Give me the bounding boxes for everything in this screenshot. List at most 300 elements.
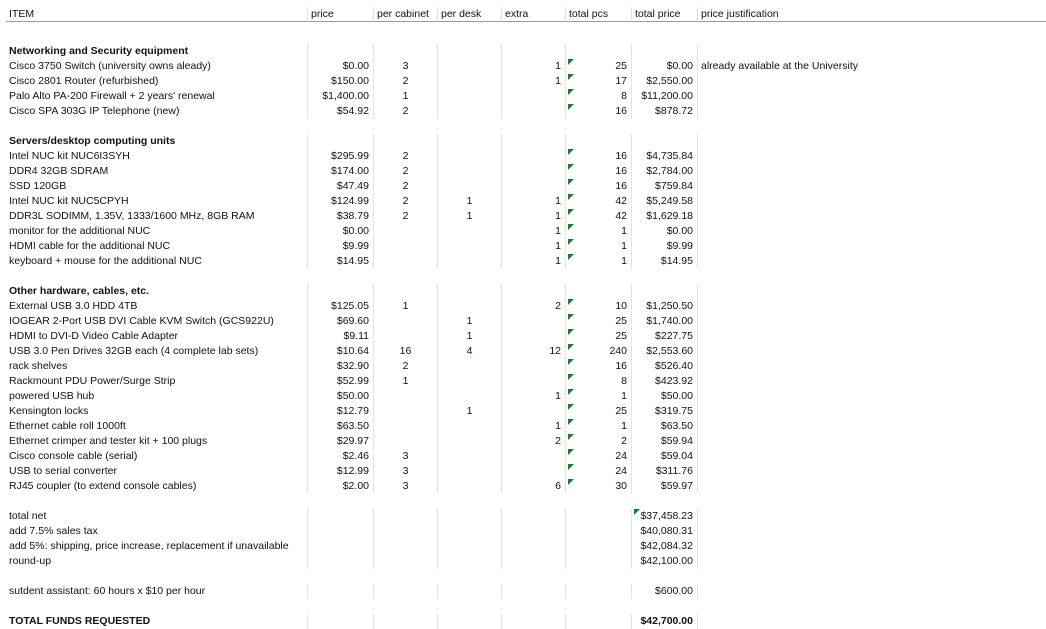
formula-indicator-icon xyxy=(568,299,574,305)
extra-cell[interactable] xyxy=(502,164,566,179)
per-cabinet-cell[interactable] xyxy=(374,509,438,524)
per-cabinet-cell[interactable] xyxy=(374,299,438,314)
item-cell[interactable] xyxy=(6,344,308,359)
price-cell[interactable] xyxy=(308,239,374,254)
extra-cell[interactable] xyxy=(502,254,566,269)
total-price-cell[interactable] xyxy=(632,134,698,149)
extra-cell[interactable] xyxy=(502,179,566,194)
extra-cell[interactable] xyxy=(502,389,566,404)
total-price-cell[interactable] xyxy=(632,104,698,119)
total-pcs-cell[interactable] xyxy=(566,134,632,149)
total-pcs-cell[interactable] xyxy=(566,254,632,269)
extra-cell[interactable] xyxy=(502,434,566,449)
total-pcs-text: 8 xyxy=(621,90,627,102)
price-cell[interactable] xyxy=(308,284,374,299)
extra-cell[interactable] xyxy=(502,404,566,419)
per-desk-cell[interactable] xyxy=(438,299,502,314)
total-price-cell[interactable] xyxy=(632,509,698,524)
price-cell[interactable] xyxy=(308,104,374,119)
justification-cell[interactable] xyxy=(698,539,1046,554)
per-desk-cell[interactable] xyxy=(438,479,502,494)
per-cabinet-cell[interactable] xyxy=(374,254,438,269)
item-cell[interactable] xyxy=(6,479,308,494)
price-cell[interactable] xyxy=(308,539,374,554)
justification-cell[interactable] xyxy=(698,404,1046,419)
justification-cell[interactable] xyxy=(698,419,1046,434)
per-cabinet-cell[interactable] xyxy=(374,74,438,89)
item-cell[interactable] xyxy=(6,284,308,299)
per-desk-cell[interactable] xyxy=(438,344,502,359)
total-pcs-cell[interactable] xyxy=(566,374,632,389)
per-cabinet-cell[interactable] xyxy=(374,344,438,359)
total-price-cell[interactable] xyxy=(632,539,698,554)
per-cabinet-cell[interactable] xyxy=(374,464,438,479)
total-price-cell[interactable] xyxy=(632,194,698,209)
item-cell[interactable] xyxy=(6,464,308,479)
total-price-cell[interactable] xyxy=(632,89,698,104)
extra-cell[interactable] xyxy=(502,194,566,209)
item-cell[interactable] xyxy=(6,239,308,254)
per-desk-cell[interactable] xyxy=(438,464,502,479)
per-desk-cell[interactable] xyxy=(438,524,502,539)
price-cell[interactable] xyxy=(308,89,374,104)
total-price-cell[interactable] xyxy=(632,584,698,599)
extra-cell[interactable] xyxy=(502,449,566,464)
total-price-cell[interactable] xyxy=(632,389,698,404)
extra-cell[interactable] xyxy=(502,329,566,344)
per-desk-cell[interactable] xyxy=(438,614,502,629)
total-price-cell[interactable] xyxy=(632,404,698,419)
column-header-total-price-cell[interactable] xyxy=(632,7,698,22)
total-price-cell[interactable] xyxy=(632,209,698,224)
per-desk-text: per desk xyxy=(441,8,482,20)
extra-cell[interactable] xyxy=(502,44,566,59)
justification-cell[interactable] xyxy=(698,254,1046,269)
item-cell[interactable] xyxy=(6,134,308,149)
total-price-cell[interactable] xyxy=(632,344,698,359)
per-cabinet-cell[interactable] xyxy=(374,209,438,224)
total-price-cell[interactable] xyxy=(632,59,698,74)
per-cabinet-cell[interactable] xyxy=(374,149,438,164)
per-cabinet-cell[interactable] xyxy=(374,44,438,59)
per-desk-cell[interactable] xyxy=(438,164,502,179)
total-price-cell[interactable] xyxy=(632,284,698,299)
justification-cell[interactable] xyxy=(698,434,1046,449)
extra-cell[interactable] xyxy=(502,524,566,539)
total-pcs-cell[interactable] xyxy=(566,554,632,569)
price-cell[interactable] xyxy=(308,614,374,629)
extra-cell[interactable] xyxy=(502,59,566,74)
total-price-cell[interactable] xyxy=(632,164,698,179)
total-pcs-cell[interactable] xyxy=(566,584,632,599)
price-cell[interactable] xyxy=(308,254,374,269)
extra-cell[interactable] xyxy=(502,299,566,314)
item-cell[interactable] xyxy=(6,524,308,539)
per-desk-cell[interactable] xyxy=(438,404,502,419)
total-pcs-cell[interactable] xyxy=(566,284,632,299)
total-pcs-cell[interactable] xyxy=(566,509,632,524)
formula-indicator-icon xyxy=(568,254,574,260)
per-cabinet-cell[interactable] xyxy=(374,134,438,149)
justification-cell[interactable] xyxy=(698,224,1046,239)
per-desk-cell[interactable] xyxy=(438,194,502,209)
justification-cell[interactable] xyxy=(698,584,1046,599)
total-pcs-cell[interactable] xyxy=(566,449,632,464)
per-cabinet-cell[interactable] xyxy=(374,359,438,374)
justification-cell[interactable] xyxy=(698,389,1046,404)
total-pcs-cell[interactable] xyxy=(566,209,632,224)
per-cabinet-cell[interactable] xyxy=(374,164,438,179)
total-price-text: $63.50 xyxy=(660,420,693,432)
item-cell[interactable] xyxy=(6,584,308,599)
per-desk-cell[interactable] xyxy=(438,224,502,239)
price-cell[interactable] xyxy=(308,44,374,59)
total-price-cell[interactable] xyxy=(632,149,698,164)
per-cabinet-cell[interactable] xyxy=(374,374,438,389)
justification-cell[interactable] xyxy=(698,194,1046,209)
column-header-item-cell[interactable] xyxy=(6,7,308,22)
justification-cell[interactable] xyxy=(698,314,1046,329)
justification-cell[interactable] xyxy=(698,209,1046,224)
per-desk-cell[interactable] xyxy=(438,179,502,194)
item-cell[interactable] xyxy=(6,554,308,569)
price-cell[interactable] xyxy=(308,164,374,179)
justification-cell[interactable] xyxy=(698,374,1046,389)
price-cell[interactable] xyxy=(308,389,374,404)
extra-cell[interactable] xyxy=(502,224,566,239)
justification-cell[interactable] xyxy=(698,149,1046,164)
table-row xyxy=(0,314,1046,329)
extra-cell[interactable] xyxy=(502,614,566,629)
total-pcs-cell[interactable] xyxy=(566,239,632,254)
item-cell[interactable] xyxy=(6,89,308,104)
justification-cell[interactable] xyxy=(698,359,1046,374)
total-pcs-cell[interactable] xyxy=(566,614,632,629)
per-desk-cell[interactable] xyxy=(438,149,502,164)
column-header-price-cell[interactable] xyxy=(308,7,374,22)
per-desk-cell[interactable] xyxy=(438,434,502,449)
total-price-cell[interactable] xyxy=(632,359,698,374)
total-pcs-cell[interactable] xyxy=(566,434,632,449)
price-text: $38.79 xyxy=(336,210,369,222)
per-cabinet-cell[interactable] xyxy=(374,434,438,449)
price-cell[interactable] xyxy=(308,134,374,149)
table-row xyxy=(0,74,1046,89)
total-price-cell[interactable] xyxy=(632,254,698,269)
per-cabinet-cell[interactable] xyxy=(374,89,438,104)
price-cell[interactable] xyxy=(308,434,374,449)
extra-cell[interactable] xyxy=(502,74,566,89)
total-price-cell[interactable] xyxy=(632,299,698,314)
justification-cell[interactable] xyxy=(698,464,1046,479)
item-cell[interactable] xyxy=(6,149,308,164)
extra-cell[interactable] xyxy=(502,89,566,104)
total-price-cell[interactable] xyxy=(632,74,698,89)
total-pcs-cell[interactable] xyxy=(566,344,632,359)
extra-cell[interactable] xyxy=(502,509,566,524)
total-price-text: $42,100.00 xyxy=(640,555,693,567)
price-cell[interactable] xyxy=(308,179,374,194)
per-desk-cell[interactable] xyxy=(438,449,502,464)
column-header-per-desk-cell[interactable] xyxy=(438,7,502,22)
price-cell[interactable] xyxy=(308,374,374,389)
justification-cell[interactable] xyxy=(698,74,1046,89)
per-desk-cell[interactable] xyxy=(438,359,502,374)
price-cell[interactable] xyxy=(308,224,374,239)
item-cell[interactable] xyxy=(6,179,308,194)
total-pcs-cell[interactable] xyxy=(566,59,632,74)
item-cell[interactable] xyxy=(6,419,308,434)
item-cell[interactable] xyxy=(6,59,308,74)
per-desk-cell[interactable] xyxy=(438,374,502,389)
item-cell[interactable] xyxy=(6,434,308,449)
total-pcs-cell[interactable] xyxy=(566,389,632,404)
per-desk-cell[interactable] xyxy=(438,314,502,329)
total-pcs-text: 1 xyxy=(621,390,627,402)
total-pcs-cell[interactable] xyxy=(566,479,632,494)
item-cell[interactable] xyxy=(6,254,308,269)
total-pcs-cell[interactable] xyxy=(566,194,632,209)
price-cell[interactable] xyxy=(308,209,374,224)
column-header-extra-cell[interactable] xyxy=(502,7,566,22)
justification-cell[interactable] xyxy=(698,284,1046,299)
total-pcs-cell[interactable] xyxy=(566,89,632,104)
item-cell[interactable] xyxy=(6,194,308,209)
price-cell[interactable] xyxy=(308,419,374,434)
price-cell[interactable] xyxy=(308,524,374,539)
justification-cell[interactable] xyxy=(698,59,1046,74)
extra-cell[interactable] xyxy=(502,464,566,479)
per-cabinet-cell[interactable] xyxy=(374,389,438,404)
per-desk-cell[interactable] xyxy=(438,59,502,74)
price-cell[interactable] xyxy=(308,404,374,419)
total-pcs-cell[interactable] xyxy=(566,179,632,194)
per-cabinet-text: 2 xyxy=(402,180,409,192)
item-cell[interactable] xyxy=(6,164,308,179)
per-cabinet-cell[interactable] xyxy=(374,524,438,539)
extra-cell[interactable] xyxy=(502,479,566,494)
per-desk-cell[interactable] xyxy=(438,239,502,254)
total-price-cell[interactable] xyxy=(632,224,698,239)
item-cell[interactable] xyxy=(6,329,308,344)
extra-cell[interactable] xyxy=(502,419,566,434)
justification-cell[interactable] xyxy=(698,239,1046,254)
justification-cell[interactable] xyxy=(698,614,1046,629)
per-desk-cell[interactable] xyxy=(438,44,502,59)
per-desk-cell[interactable] xyxy=(438,134,502,149)
per-cabinet-cell[interactable] xyxy=(374,584,438,599)
per-desk-cell[interactable] xyxy=(438,74,502,89)
item-cell[interactable] xyxy=(6,224,308,239)
justification-cell[interactable] xyxy=(698,164,1046,179)
per-cabinet-cell[interactable] xyxy=(374,194,438,209)
extra-cell[interactable] xyxy=(502,344,566,359)
per-desk-cell[interactable] xyxy=(438,539,502,554)
per-desk-cell[interactable] xyxy=(438,389,502,404)
extra-cell[interactable] xyxy=(502,134,566,149)
price-cell[interactable] xyxy=(308,509,374,524)
price-cell[interactable] xyxy=(308,74,374,89)
total-price-cell[interactable] xyxy=(632,449,698,464)
total-pcs-cell[interactable] xyxy=(566,419,632,434)
total-price-cell[interactable] xyxy=(632,419,698,434)
price-cell[interactable] xyxy=(308,359,374,374)
justification-cell[interactable] xyxy=(698,44,1046,59)
price-cell[interactable] xyxy=(308,149,374,164)
justification-cell[interactable] xyxy=(698,134,1046,149)
total-pcs-cell[interactable] xyxy=(566,404,632,419)
item-cell[interactable] xyxy=(6,449,308,464)
per-cabinet-cell[interactable] xyxy=(374,239,438,254)
extra-text: 1 xyxy=(555,60,561,72)
per-desk-cell[interactable] xyxy=(438,89,502,104)
extra-cell[interactable] xyxy=(502,104,566,119)
item-cell[interactable] xyxy=(6,614,308,629)
item-cell[interactable] xyxy=(6,374,308,389)
price-cell[interactable] xyxy=(308,344,374,359)
item-cell[interactable] xyxy=(6,299,308,314)
total-pcs-cell[interactable] xyxy=(566,329,632,344)
total-price-cell[interactable] xyxy=(632,239,698,254)
justification-cell[interactable] xyxy=(698,554,1046,569)
extra-cell[interactable] xyxy=(502,284,566,299)
item-cell[interactable] xyxy=(6,509,308,524)
item-cell[interactable] xyxy=(6,44,308,59)
total-pcs-cell[interactable] xyxy=(566,539,632,554)
total-price-cell[interactable] xyxy=(632,524,698,539)
item-cell[interactable] xyxy=(6,404,308,419)
item-cell[interactable] xyxy=(6,539,308,554)
total-pcs-cell[interactable] xyxy=(566,74,632,89)
price-cell[interactable] xyxy=(308,194,374,209)
justification-cell[interactable] xyxy=(698,299,1046,314)
item-cell[interactable] xyxy=(6,314,308,329)
justification-cell[interactable] xyxy=(698,104,1046,119)
total-pcs-cell[interactable] xyxy=(566,104,632,119)
total-price-cell[interactable] xyxy=(632,329,698,344)
extra-cell[interactable] xyxy=(502,149,566,164)
price-cell[interactable] xyxy=(308,449,374,464)
total-pcs-cell[interactable] xyxy=(566,299,632,314)
price-cell[interactable] xyxy=(308,59,374,74)
total-price-cell[interactable] xyxy=(632,464,698,479)
extra-cell[interactable] xyxy=(502,374,566,389)
justification-cell[interactable] xyxy=(698,89,1046,104)
item-cell[interactable] xyxy=(6,389,308,404)
per-cabinet-text: 3 xyxy=(402,60,409,72)
price-cell[interactable] xyxy=(308,464,374,479)
item-text: sutdent assistant: 60 hours x $10 per hour xyxy=(9,585,206,597)
price-cell[interactable] xyxy=(308,299,374,314)
per-cabinet-cell[interactable] xyxy=(374,404,438,419)
price-cell[interactable] xyxy=(308,314,374,329)
per-desk-cell[interactable] xyxy=(438,554,502,569)
per-cabinet-cell[interactable] xyxy=(374,614,438,629)
table-row xyxy=(0,239,1046,254)
per-cabinet-cell[interactable] xyxy=(374,479,438,494)
total-price-cell[interactable] xyxy=(632,434,698,449)
per-cabinet-cell[interactable] xyxy=(374,449,438,464)
total-pcs-cell[interactable] xyxy=(566,464,632,479)
total-price-cell[interactable] xyxy=(632,374,698,389)
total-pcs-cell[interactable] xyxy=(566,44,632,59)
item-cell[interactable] xyxy=(6,74,308,89)
justification-cell[interactable] xyxy=(698,329,1046,344)
price-cell[interactable] xyxy=(308,479,374,494)
total-price-cell[interactable] xyxy=(632,614,698,629)
justification-cell[interactable] xyxy=(698,449,1046,464)
per-desk-cell[interactable] xyxy=(438,584,502,599)
formula-indicator-icon xyxy=(568,179,574,185)
justification-cell[interactable] xyxy=(698,479,1046,494)
per-cabinet-cell[interactable] xyxy=(374,179,438,194)
per-desk-cell[interactable] xyxy=(438,104,502,119)
price-cell[interactable] xyxy=(308,554,374,569)
extra-cell[interactable] xyxy=(502,539,566,554)
extra-cell[interactable] xyxy=(502,209,566,224)
item-cell[interactable] xyxy=(6,359,308,374)
item-cell[interactable] xyxy=(6,104,308,119)
justification-cell[interactable] xyxy=(698,509,1046,524)
per-cabinet-cell[interactable] xyxy=(374,284,438,299)
per-cabinet-cell[interactable] xyxy=(374,104,438,119)
per-desk-cell[interactable] xyxy=(438,284,502,299)
per-cabinet-cell[interactable] xyxy=(374,59,438,74)
per-cabinet-cell[interactable] xyxy=(374,539,438,554)
item-cell[interactable] xyxy=(6,209,308,224)
total-price-cell[interactable] xyxy=(632,479,698,494)
total-price-cell[interactable] xyxy=(632,179,698,194)
per-desk-cell[interactable] xyxy=(438,509,502,524)
total-price-cell[interactable] xyxy=(632,554,698,569)
price-cell[interactable] xyxy=(308,584,374,599)
summary-row xyxy=(0,509,1046,524)
justification-cell[interactable] xyxy=(698,179,1046,194)
per-cabinet-cell[interactable] xyxy=(374,224,438,239)
price-cell[interactable] xyxy=(308,329,374,344)
per-desk-cell[interactable] xyxy=(438,329,502,344)
total-price-cell[interactable] xyxy=(632,44,698,59)
column-header-per-cabinet-cell[interactable] xyxy=(374,7,438,22)
justification-cell[interactable] xyxy=(698,344,1046,359)
column-header-total-pcs-cell[interactable] xyxy=(566,7,632,22)
extra-cell[interactable] xyxy=(502,239,566,254)
extra-text: 2 xyxy=(555,300,561,312)
total-pcs-cell[interactable] xyxy=(566,149,632,164)
per-cabinet-cell[interactable] xyxy=(374,554,438,569)
per-cabinet-cell[interactable] xyxy=(374,314,438,329)
total-pcs-cell[interactable] xyxy=(566,314,632,329)
total-pcs-cell[interactable] xyxy=(566,164,632,179)
extra-cell[interactable] xyxy=(502,314,566,329)
per-desk-cell[interactable] xyxy=(438,419,502,434)
column-header-justification-cell[interactable] xyxy=(698,7,1046,22)
extra-cell[interactable] xyxy=(502,359,566,374)
per-cabinet-cell[interactable] xyxy=(374,419,438,434)
formula-indicator-icon xyxy=(568,209,574,215)
extra-cell[interactable] xyxy=(502,554,566,569)
justification-cell[interactable] xyxy=(698,524,1046,539)
price-text: $69.60 xyxy=(336,315,369,327)
per-desk-cell[interactable] xyxy=(438,254,502,269)
total-pcs-cell[interactable] xyxy=(566,224,632,239)
per-cabinet-cell[interactable] xyxy=(374,329,438,344)
total-price-cell[interactable] xyxy=(632,314,698,329)
per-desk-cell[interactable] xyxy=(438,209,502,224)
total-pcs-cell[interactable] xyxy=(566,524,632,539)
extra-cell[interactable] xyxy=(502,584,566,599)
total-pcs-cell[interactable] xyxy=(566,359,632,374)
